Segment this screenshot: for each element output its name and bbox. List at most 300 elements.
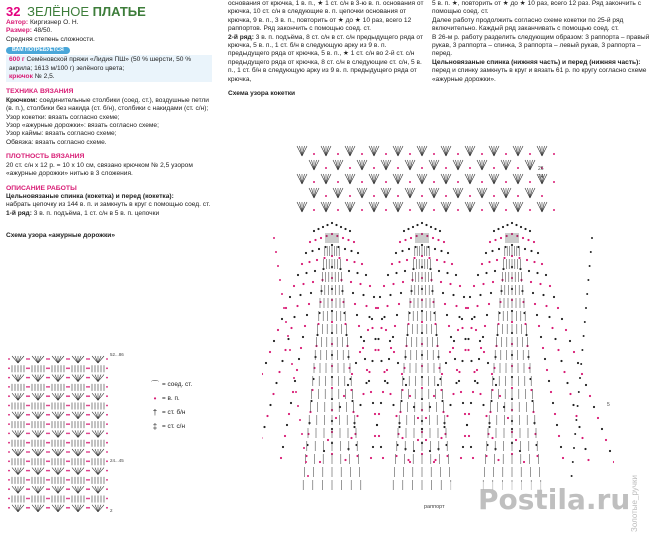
chain-dot: [88, 442, 90, 444]
arch-dot: [488, 422, 490, 424]
arch-dot: [404, 239, 406, 241]
chain-dot: [86, 423, 88, 425]
yoke-fan-stitch: [302, 174, 305, 184]
legend-item: [148, 378, 220, 392]
arch-dot: [376, 424, 378, 426]
yoke-fan-stitch: [453, 160, 458, 170]
yoke-fan-stitch: [518, 174, 521, 184]
chain-dot: [86, 479, 88, 481]
fan-stitch: [92, 375, 98, 382]
arch-dot: [443, 261, 445, 263]
yoke-fan-stitch: [420, 174, 423, 184]
yoke-fan-stitch: [494, 174, 497, 184]
yoke-chain-dot: [481, 181, 483, 183]
arch-dot: [435, 334, 437, 336]
edge-dot: [303, 447, 305, 449]
fan-stitch: [18, 375, 24, 382]
arch-dot: [515, 224, 517, 226]
arch-dot: [390, 347, 392, 349]
arch-dot: [470, 402, 472, 404]
edge-dot: [307, 475, 309, 477]
yoke-fan-stitch: [492, 202, 495, 212]
yoke-fan-stitch: [501, 160, 506, 170]
arch-dot: [468, 413, 470, 415]
row1-label: 1-й ряд:: [6, 209, 32, 217]
fan-stitch: [95, 468, 98, 475]
arch-dot: [341, 290, 343, 292]
arch-dot: [502, 226, 504, 228]
fan-stitch: [12, 430, 18, 437]
chain-dot: [28, 377, 30, 379]
yoke-fan-stitch: [312, 188, 315, 198]
chain-dot: [26, 377, 28, 379]
arch-dot: [285, 307, 287, 309]
arch-dot: [372, 446, 374, 448]
yoke-fan-stitch: [350, 202, 355, 212]
arch-dot: [469, 296, 471, 298]
arch-dot: [367, 329, 369, 331]
fan-stitch: [52, 449, 58, 456]
fan-stitch: [18, 486, 21, 493]
arch-dot: [537, 252, 539, 254]
yoke-fan-stitch: [540, 146, 543, 156]
fan-stitch: [92, 468, 98, 475]
fan-stitch: [12, 486, 18, 493]
arch-dot: [309, 241, 311, 243]
yoke-fan-stitch: [456, 160, 459, 170]
chain-dot: [106, 442, 108, 444]
yoke-fan-stitch: [405, 188, 410, 198]
chain-dot: [28, 414, 30, 416]
arch-dot: [479, 393, 481, 395]
yoke-fan-stitch: [528, 188, 531, 198]
arch-dot: [407, 228, 409, 230]
chain-dot: [106, 367, 108, 369]
arch-dot: [550, 391, 552, 393]
yoke-fan-stitch: [381, 188, 386, 198]
chain-dot: [46, 405, 48, 407]
arch-dot: [587, 459, 589, 461]
fan-stitch: [38, 468, 44, 475]
arch-dot: [344, 228, 346, 230]
fan-stitch: [18, 468, 21, 475]
yoke-fan-stitch: [362, 188, 365, 198]
yoke-fan-stitch: [386, 160, 391, 170]
fan-stitch: [98, 486, 104, 493]
arch-dot: [529, 230, 531, 232]
fan-stitch: [98, 375, 104, 382]
arch-dot: [496, 259, 498, 261]
fan-stitch: [98, 393, 101, 400]
arch-dot: [522, 237, 524, 239]
yoke-fan-stitch: [468, 174, 471, 184]
fan-stitch: [72, 486, 78, 493]
arch-dot: [479, 340, 481, 342]
arch-dot: [432, 237, 434, 239]
arch-dot: [395, 252, 397, 254]
yoke-fan-stitch: [333, 188, 338, 198]
arch-dot: [439, 230, 441, 232]
arch-dot: [410, 237, 412, 239]
arch-dot: [490, 292, 492, 294]
arch-dot: [446, 415, 448, 417]
yoke-fan-stitch: [309, 188, 314, 198]
chain-dot: [66, 507, 68, 509]
chain-dot: [26, 386, 28, 388]
fan-stitch: [35, 486, 38, 493]
chain-dot: [106, 423, 108, 425]
chain-dot: [86, 470, 88, 472]
arch-dot: [492, 281, 494, 283]
chain-dot: [46, 488, 48, 490]
yoke-chain-dot: [553, 181, 555, 183]
arch-dot: [475, 329, 477, 331]
arch-dot: [573, 351, 575, 353]
arch-dot: [498, 248, 500, 250]
edge-dot: [573, 447, 575, 449]
yoke-fan-stitch: [372, 174, 375, 184]
edge-dot: [577, 405, 579, 407]
yoke-fan-stitch: [417, 174, 422, 184]
arch-dot: [323, 450, 325, 452]
fan-stitch: [98, 412, 104, 419]
arch-dot: [399, 241, 401, 243]
arch-dot: [289, 296, 291, 298]
yoke-chain-dot: [361, 153, 363, 155]
arch-dot: [585, 384, 587, 386]
chain-dot: [48, 367, 50, 369]
arch-dot: [284, 349, 286, 351]
yoke-chain-dot: [529, 153, 531, 155]
arch-dot: [486, 314, 488, 316]
edge-dot: [293, 377, 295, 379]
arch-dot: [262, 437, 263, 439]
arch-dot: [452, 393, 454, 395]
edge-dot: [289, 349, 291, 351]
arch-dot: [374, 338, 376, 340]
arch-dot: [434, 228, 436, 230]
arch-dot: [346, 259, 348, 261]
fan-stitch: [52, 375, 58, 382]
yoke-fan-stitch: [446, 202, 449, 212]
chain-dot: [46, 507, 48, 509]
chain-dot: [48, 488, 50, 490]
chain-dot: [48, 507, 50, 509]
arch-dot: [407, 459, 409, 461]
arch-dot: [488, 303, 490, 305]
arch-dot: [442, 292, 444, 294]
yoke-fan-stitch: [453, 188, 458, 198]
right-p1: 5 в. п. ★, повторить от ★ до ★ 10 раз, всего 12 раз. Ряд закончить с помощью соед. ст.: [432, 0, 641, 16]
yoke-fan-stitch: [297, 174, 302, 184]
chain-dot: [46, 423, 48, 425]
arch-dot: [402, 281, 404, 283]
yoke-fan-stitch: [434, 160, 437, 170]
arch-dot: [479, 294, 481, 296]
yoke-fan-stitch: [374, 146, 377, 156]
size-value: 48/50.: [33, 27, 53, 35]
arch-dot: [494, 448, 496, 450]
chain-dot: [68, 470, 70, 472]
author-line: [6, 19, 218, 27]
arch-dot: [383, 316, 385, 318]
fan-stitch: [55, 486, 58, 493]
fan-stitch: [78, 375, 84, 382]
yoke-chain-dot: [457, 153, 459, 155]
legend-text: = ст. с/н: [162, 423, 185, 430]
arch-dot: [353, 261, 355, 263]
yoke-fan-stitch: [444, 146, 447, 156]
edge-dot: [581, 349, 583, 351]
arch-dot: [273, 340, 275, 342]
yoke-fan-stitch: [350, 174, 353, 184]
fan-stitch: [98, 505, 101, 512]
arch-dot: [552, 402, 554, 404]
arch-dot: [494, 356, 496, 358]
arch-dot: [551, 327, 553, 329]
yoke-fan-stitch: [458, 188, 461, 198]
chain-dot: [46, 377, 48, 379]
arch-dot: [500, 237, 502, 239]
arch-dot: [353, 241, 355, 243]
chain-dot: [26, 395, 28, 397]
fan-stitch: [78, 375, 81, 382]
yoke-fan-stitch: [458, 160, 463, 170]
arch-dot: [350, 437, 352, 439]
arch-dot: [450, 336, 452, 338]
yoke-fan-stitch: [338, 160, 343, 170]
yoke-fan-stitch: [489, 146, 494, 156]
fan-stitch: [72, 505, 78, 512]
yarn-text: Семёновской пряжи «Лидия ПШ» (50 % шерсти, 50 % акрила; 1613 м/100 г) зелёного цвета;: [9, 56, 192, 72]
arch-dot: [495, 384, 497, 386]
yoke-chain-dot: [505, 209, 507, 211]
yoke-fan-stitch: [516, 202, 519, 212]
fan-stitch: [15, 393, 18, 400]
chain-dot: [88, 433, 90, 435]
chain-dot: [66, 367, 68, 369]
yoke-fan-stitch: [314, 188, 317, 198]
arch-dot: [462, 446, 464, 448]
arch-dot: [575, 415, 577, 417]
yoke-fan-stitch: [357, 188, 362, 198]
yoke-chain-dot: [337, 209, 339, 211]
yoke-chain-dot: [469, 167, 471, 169]
yoke-fan-stitch: [470, 174, 475, 184]
yoke-fan-stitch: [492, 146, 495, 156]
fan-stitch: [15, 505, 18, 512]
yoke-chain-dot: [493, 195, 495, 197]
arch-dot: [331, 244, 333, 246]
arch-dot: [380, 360, 382, 362]
fan-stitch: [58, 375, 61, 382]
gauge-text: 20 ст. с/н х 12 р. = 10 х 10 см, связано крючком № 2,5 узором «ажурные дорожки» нитью в 3 сложения.: [6, 161, 193, 178]
yoke-fan-stitch: [326, 174, 331, 184]
yoke-fan-stitch: [302, 202, 305, 212]
yoke-fan-stitch: [381, 160, 386, 170]
arch-dot: [335, 417, 337, 419]
yoke-fan-stitch: [540, 202, 543, 212]
arch-dot: [446, 314, 448, 316]
chain-dot: [68, 507, 70, 509]
fan-stitch: [95, 393, 98, 400]
arch-dot: [458, 380, 460, 382]
small-row-label-mid: 24...45: [110, 458, 124, 463]
technique-line4: Обвязка: вязать согласно схеме.: [6, 138, 107, 146]
chain-dot: [86, 507, 88, 509]
arch-dot: [405, 384, 407, 386]
arch-dot: [434, 248, 436, 250]
arch-dot: [417, 417, 419, 419]
arch-dot: [310, 400, 312, 402]
chain-dot: [66, 386, 68, 388]
yoke-fan-stitch: [530, 160, 533, 170]
yoke-fan-stitch: [516, 146, 519, 156]
chain-dot: [26, 367, 28, 369]
yoke-fan-stitch: [362, 160, 367, 170]
yoke-fan-stitch: [360, 160, 363, 170]
arch-dot: [448, 325, 450, 327]
fan-stitch: [98, 505, 104, 512]
fan-stitch: [58, 449, 64, 456]
fan-stitch: [15, 449, 18, 456]
arch-dot: [377, 307, 379, 309]
chain-dot: [26, 414, 28, 416]
arch-dot: [490, 400, 492, 402]
pattern-number: 32: [6, 4, 21, 19]
yoke-chain-dot: [409, 153, 411, 155]
yoke-fan-stitch: [384, 160, 387, 170]
fan-stitch: [92, 412, 98, 419]
arch-dot: [541, 263, 543, 265]
openwork-tracks-stitches: [8, 356, 108, 512]
yoke-fan-stitch: [348, 174, 351, 184]
chain-dot: [66, 358, 68, 360]
yoke-chain-dot: [421, 195, 423, 197]
arch-dot: [314, 239, 316, 241]
edge-dot: [301, 433, 303, 435]
fan-stitch: [38, 393, 44, 400]
arch-dot: [304, 325, 306, 327]
arch-dot: [308, 261, 310, 263]
chain-dot: [28, 470, 30, 472]
hook-value: № 2,5.: [34, 73, 55, 81]
edge-dot: [572, 461, 574, 463]
fan-stitch: [55, 505, 58, 512]
edge-dot: [584, 321, 586, 323]
fan-stitch: [38, 375, 41, 382]
yoke-fan-stitch: [530, 188, 535, 198]
chain-dot: [68, 488, 70, 490]
arch-dot: [296, 369, 298, 371]
yoke-chain-dot: [481, 209, 483, 211]
arch-dot: [350, 250, 352, 252]
yoke-fan-stitch: [345, 174, 350, 184]
arch-dot: [531, 400, 533, 402]
arch-dot: [473, 285, 475, 287]
yoke-fan-stitch: [494, 174, 499, 184]
arch-dot: [302, 283, 304, 285]
arch-dot: [395, 415, 397, 417]
arch-dot: [447, 252, 449, 254]
arch-dot: [344, 248, 346, 250]
middle-p1: основания от крючка, 1 в. п., ★ 1 ст. с/н в 3-ю в. п. основания от крючка, 10 ст. с/н в следующие в. п. цепочки основания от крючка, 9 в. п., 3 в. п., повторить от ★ до ★ 10 раз, всего 12 раппортов. Ряд закончить с помощью соед. ст.: [228, 0, 424, 33]
arch-dot: [578, 426, 580, 428]
arch-dot: [347, 239, 349, 241]
arch-dot: [308, 422, 310, 424]
chain-dot: [28, 358, 30, 360]
arch-dot: [287, 338, 289, 340]
arch-dot: [523, 461, 525, 463]
yoke-fan-stitch: [410, 188, 415, 198]
fan-stitch: [35, 449, 38, 456]
fan-stitch: [18, 449, 21, 456]
chain-dot: [28, 488, 30, 490]
edge-dot: [583, 335, 585, 337]
chain-dot: [68, 405, 70, 407]
arch-dot: [544, 358, 546, 360]
arch-dot: [497, 228, 499, 230]
fan-stitch: [52, 393, 58, 400]
chain-dot: [46, 358, 48, 360]
arch-dot: [488, 261, 490, 263]
chain-dot: [46, 460, 48, 462]
yoke-fan-stitch: [489, 174, 494, 184]
chain-dot: [28, 507, 30, 509]
yoke-fan-stitch: [465, 174, 470, 184]
arch-dot: [471, 318, 473, 320]
fan-stitch: [12, 412, 18, 419]
arch-dot: [416, 224, 418, 226]
arch-dot: [526, 259, 528, 261]
fan-stitch: [35, 412, 38, 419]
fan-stitch: [58, 430, 61, 437]
fan-stitch: [75, 393, 78, 400]
chain-dot: [88, 507, 90, 509]
yoke-fan-stitch: [422, 146, 427, 156]
yoke-fan-stitch: [422, 202, 425, 212]
chain-dot: [48, 498, 50, 500]
yoke-fan-stitch: [396, 174, 399, 184]
fan-stitch: [35, 356, 38, 363]
arch-dot: [401, 373, 403, 375]
yoke-fan-stitch: [470, 146, 473, 156]
fan-stitch: [58, 468, 64, 475]
legend-item: [148, 406, 220, 420]
arch-dot: [385, 329, 387, 331]
yoke-fan-stitch: [432, 188, 435, 198]
arch-dot: [421, 321, 423, 323]
yoke-diagram: [262, 138, 614, 524]
arch-dot: [472, 457, 474, 459]
arch-dot: [462, 402, 464, 404]
arch-dot: [320, 290, 322, 292]
author-value: Киргизнер О. Н.: [29, 19, 79, 26]
arch-dot: [413, 450, 415, 452]
yoke-fan-stitch: [444, 202, 447, 212]
arch-dot: [410, 290, 412, 292]
yoke-fan-stitch: [374, 146, 379, 156]
arch-dot: [556, 424, 558, 426]
chain-dot: [88, 451, 90, 453]
arch-dot: [294, 380, 296, 382]
arch-dot: [464, 435, 466, 437]
arch-dot: [302, 336, 304, 338]
chain-dot: [68, 442, 70, 444]
arch-dot: [524, 248, 526, 250]
yoke-chain-dot: [385, 181, 387, 183]
arch-dot: [358, 325, 360, 327]
